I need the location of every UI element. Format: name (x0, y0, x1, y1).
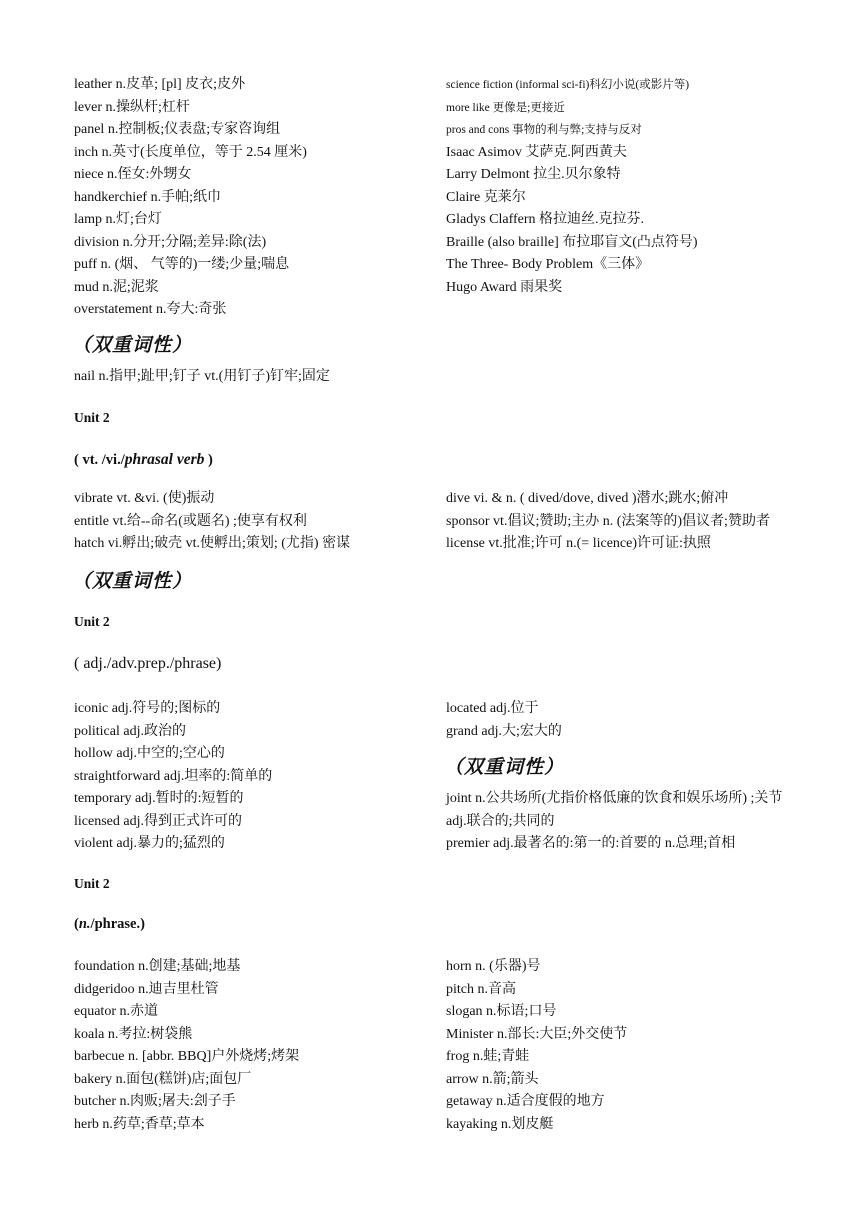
part-of-speech-heading (74, 451, 213, 469)
section3-right-column (446, 698, 796, 743)
vocab-entry: pitch n.音高 (446, 981, 516, 997)
vocab-entry: Hugo Award 雨果奖 (446, 279, 563, 295)
vocab-entry: horn n. (乐器)号 (446, 959, 541, 974)
vocab-entry: grand adj.大;宏大的 (446, 723, 562, 739)
section2-left-column (74, 488, 444, 556)
pos-italic: n. (78, 916, 91, 932)
pos-prefix: ( (74, 916, 79, 932)
part-of-speech-heading: ( adj./adv.prep./phrase) (74, 655, 222, 672)
vocab-entry: dive vi. & n. ( dived/dove, dived )潜水;跳水;俯冲 (446, 491, 729, 506)
vocab-entry: herb n.药草;香草;草本 (74, 1116, 205, 1132)
vocab-entry: division n.分开;分隔;差异:除(法) (74, 234, 267, 250)
vocab-entry: kayaking n.划皮艇 (446, 1116, 554, 1132)
vocab-entry: The Three- Body Problem《三体》 (446, 257, 650, 272)
dual-pos-heading: （双重词性） (72, 334, 193, 356)
vocab-entry: didgeridoo n.迪吉里杜管 (74, 981, 219, 997)
vocab-entry: nail n.指甲;趾甲;钉子 vt.(用钉子)钉牢;固定 (74, 369, 330, 384)
section3-left-column (74, 698, 434, 856)
vocab-entry: niece n.侄女:外甥女 (74, 167, 192, 182)
vocab-entry: lever n.操纵杆;杠杆 (74, 99, 190, 115)
vocab-entry: entitle vt.给--命名(或题名) ;使享有权利 (74, 513, 307, 529)
vocab-entry: Minister n.部长:大臣;外交使节 (446, 1026, 628, 1042)
vocab-entry: Larry Delmont 拉尘.贝尔象特 (446, 167, 621, 182)
vocab-entry: barbecue n. [abbr. BBQ]户外烧烤;烤架 (74, 1049, 300, 1064)
dual-pos-heading: （双重词性） (72, 570, 193, 592)
part-of-speech-heading (74, 916, 145, 933)
vocab-entry: mud n.泥;泥浆 (74, 279, 159, 295)
vocab-entry: puff n. (烟、 气等的)一缕;少量;喘息 (74, 257, 290, 272)
vocab-entry: more like 更像是;更接近 (446, 101, 565, 114)
vocab-entry: getaway n.适合度假的地方 (446, 1094, 605, 1109)
vocab-entry: premier adj.最著名的:第一的:首要的 n.总理;首相 (446, 836, 736, 851)
vocab-entry: violent adj.暴力的;猛烈的 (74, 836, 225, 851)
dual-pos-heading: （双重词性） (444, 756, 565, 778)
vocab-entry: bakery n.面包(糕饼)店;面包厂 (74, 1071, 252, 1087)
vocab-entry: koala n.考拉:树袋熊 (74, 1026, 193, 1042)
vocab-entry: sponsor vt.倡议;赞助;主办 n. (法案等的)倡议者;赞助者 (446, 513, 770, 529)
vocab-entry: pros and cons 事物的利与弊;支持与反对 (446, 124, 642, 136)
section3-dual-list (446, 788, 796, 856)
pos-italic: phrasal verb (124, 451, 205, 468)
section4-right-column (446, 956, 796, 1136)
vocab-entry: foundation n.创建;基础;地基 (74, 959, 241, 974)
vocab-entry: inch n.英寸(长度单位，等于 2.54 厘米) (74, 144, 307, 160)
vocab-entry: slogan n.标语;口号 (446, 1004, 557, 1019)
vocab-entry: Isaac Asimov 艾萨克.阿西黄夫 (446, 144, 627, 160)
section2-right-column (446, 488, 796, 556)
section4-left-column (74, 956, 434, 1136)
vocab-entry: Claire 克莱尔 (446, 189, 526, 205)
vocab-entry: hollow adj.中空的;空心的 (74, 746, 225, 761)
vocab-entry: Braille (also braille] 布拉耶盲文(凸点符号) (446, 234, 698, 250)
vocab-entry: overstatement n.夸大:奇张 (74, 302, 227, 317)
vocab-entry: leather n.皮革; [pl] 皮衣;皮外 (74, 77, 246, 92)
vocab-entry: straightforward adj.坦率的:简单的 (74, 768, 273, 784)
vocab-entry: vibrate vt. &vi. (使)振动 (74, 491, 215, 506)
vocab-entry: hatch vi.孵出;破壳 vt.使孵出;策划; (尤指) 密谋 (74, 536, 351, 551)
vocab-entry: license vt.批准;许可 n.(= licence)许可证:执照 (446, 536, 711, 551)
pos-prefix: ( vt. /vi./ (74, 452, 125, 468)
vocab-entry: panel n.控制板;仪表盘;专家咨询组 (74, 122, 281, 137)
unit-label: Unit 2 (74, 876, 110, 891)
vocab-entry: iconic adj.符号的;图标的 (74, 701, 221, 716)
vocab-entry: joint n.公共场所(尤指价格低廉的饮食和娱乐场所) ;关节 adj.联合的;共同的 (446, 791, 783, 829)
vocab-entry: frog n.蛙;青蛙 (446, 1049, 530, 1064)
pos-suffix: ) (204, 452, 213, 468)
vocab-entry: temporary adj.暂时的:短暂的 (74, 791, 244, 806)
vocab-entry: equator n.赤道 (74, 1004, 158, 1019)
unit-label: Unit 2 (74, 614, 110, 629)
vocab-entry: science fiction (informal sci-fi)科幻小说(或影片等) (446, 79, 690, 91)
vocab-entry: located adj.位于 (446, 701, 539, 716)
vocab-entry: handkerchief n.手帕;纸巾 (74, 189, 221, 205)
section1-right-column (446, 74, 806, 299)
vocab-entry: lamp n.灯;台灯 (74, 212, 162, 227)
vocab-entry: political adj.政治的 (74, 723, 186, 739)
pos-suffix: /phrase.) (90, 916, 145, 932)
vocab-entry: butcher n.肉贩;屠夫:刽子手 (74, 1094, 236, 1109)
vocab-entry: licensed adj.得到正式许可的 (74, 813, 242, 829)
vocab-entry: Gladys Claffern 格拉迪丝.克拉芬. (446, 212, 645, 227)
unit-label: Unit 2 (74, 410, 110, 425)
section1-left-column (74, 74, 434, 322)
vocab-entry: arrow n.箭;箭头 (446, 1071, 539, 1087)
